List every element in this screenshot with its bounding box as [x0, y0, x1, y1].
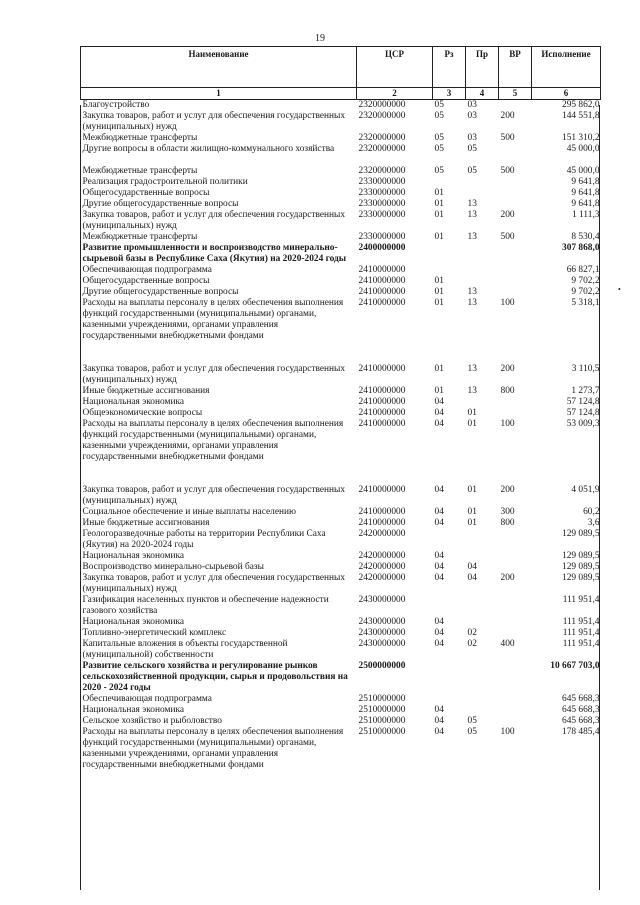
- table-cell-rz: 04: [434, 617, 444, 627]
- table-cell-amount: 129 089,5: [562, 573, 600, 583]
- table-cell-csr: 2320000000: [358, 144, 406, 154]
- table-cell-csr: 2320000000: [358, 111, 406, 121]
- table-cell-vr: [499, 617, 532, 628]
- table-cell-name: Развитие сельского хозяйства и регулирование рынков сельскохозяйственной продукции, сырья и продовольствия на 2020 - 2024 годы: [82, 661, 348, 693]
- table-cell-rz: [433, 243, 466, 265]
- table-cell-rz: 04: [434, 628, 444, 638]
- table-cell-name: Общегосударственные вопросы: [82, 276, 210, 286]
- table-row: [81, 210, 601, 232]
- table-cell-name: Национальная экономика: [82, 551, 185, 561]
- table-row: [81, 133, 601, 144]
- table-cell-pr: [466, 551, 499, 562]
- table-cell-csr: 2500000000: [358, 661, 406, 671]
- table-cell-amount: 111 951,4: [562, 595, 600, 605]
- table-cell-pr: 01: [467, 507, 477, 517]
- table-cell-vr: [499, 529, 532, 551]
- table-cell-vr: 200: [500, 573, 515, 583]
- table-cell-rz: 04: [434, 408, 444, 418]
- table-cell-amount: 57 124,8: [566, 408, 600, 418]
- column-number-row: [81, 88, 601, 100]
- table-row: [81, 177, 601, 188]
- table-cell-rz: [433, 177, 466, 188]
- table-cell-pr: 05: [467, 716, 477, 726]
- table-cell-rz: 05: [434, 166, 444, 176]
- table-cell-amount: 9 702,2: [571, 276, 600, 286]
- table-body: [81, 100, 601, 772]
- table-cell-amount: 9 641,8: [571, 188, 600, 198]
- table-row: [81, 694, 601, 705]
- table-cell-vr: 500: [500, 133, 515, 143]
- table-cell-pr: [466, 265, 499, 276]
- table-row: [81, 100, 601, 112]
- header-execution: Исполнение: [532, 47, 601, 88]
- table-cell-pr: [466, 694, 499, 705]
- blank-spacer: [81, 155, 601, 166]
- table-row: [81, 562, 601, 573]
- table-cell-csr: 2410000000: [358, 518, 406, 528]
- header-name: Наименование: [81, 47, 357, 88]
- header-pr: Пр: [466, 47, 499, 88]
- table-cell-name: Капитальные вложения в объекты государственной (муниципальной) собственности: [82, 639, 288, 660]
- table-cell-amount: 1 273,7: [571, 386, 600, 396]
- table-cell-name: Другие общегосударственные вопросы: [82, 287, 239, 297]
- table-row: [81, 276, 601, 287]
- table-cell-csr: 2510000000: [358, 694, 406, 704]
- table-cell-csr: 2330000000: [358, 210, 406, 220]
- table-row: [81, 617, 601, 628]
- table-cell-csr: 2510000000: [358, 716, 406, 726]
- table-cell-vr: [499, 595, 532, 617]
- table-cell-rz: [433, 661, 466, 694]
- table-cell-rz: 01: [434, 386, 444, 396]
- table-row: [81, 353, 601, 364]
- column-number: 1: [81, 88, 357, 100]
- table-cell-csr: 2410000000: [358, 276, 406, 286]
- table-cell-csr: 2430000000: [358, 595, 406, 605]
- table-cell-pr: 01: [467, 485, 477, 495]
- table-cell-amount: 1 111,3: [572, 210, 600, 220]
- table-cell-pr: [466, 661, 499, 694]
- table-row: [81, 474, 601, 485]
- table-cell-csr: 2420000000: [358, 551, 406, 561]
- table-cell-vr: [499, 716, 532, 727]
- table-row: [81, 232, 601, 243]
- table-cell-csr: 2410000000: [358, 364, 406, 374]
- table-cell-vr: 200: [500, 364, 515, 374]
- table-cell-vr: [499, 705, 532, 716]
- table-cell-name: Межбюджетные трансферты: [82, 232, 198, 242]
- table-cell-csr: 2330000000: [358, 199, 406, 209]
- table-row: [81, 144, 601, 155]
- table-row: [81, 188, 601, 199]
- table-cell-name: Общеэкономические вопросы: [82, 408, 203, 418]
- table-cell-pr: [466, 243, 499, 265]
- table-cell-pr: 03: [467, 100, 477, 110]
- table-cell-csr: 2410000000: [358, 397, 406, 407]
- table-cell-name: Другие общегосударственные вопросы: [82, 199, 239, 209]
- table-row: [81, 364, 601, 386]
- blank-spacer: [81, 342, 601, 353]
- table-cell-vr: 500: [500, 232, 515, 242]
- table-cell-name: Национальная экономика: [82, 705, 185, 715]
- table-cell-pr: 05: [467, 144, 477, 154]
- table-cell-name: Расходы на выплаты персоналу в целях обеспечения выполнения функций государственными (муниципальными) органами, казенными учреждениями, органами управления государственными внебюджетными фондами: [82, 298, 344, 341]
- table-cell-amount: 3 110,5: [571, 364, 600, 374]
- table-cell-pr: 13: [467, 232, 477, 242]
- table-cell-name: Сельское хозяйство и рыболовство: [82, 716, 222, 726]
- table-cell-csr: 2330000000: [358, 177, 406, 187]
- table-cell-amount: 178 485,4: [562, 727, 600, 737]
- table-cell-csr: 2510000000: [358, 705, 406, 715]
- header-csr: ЦСР: [357, 47, 433, 88]
- table-cell-rz: [433, 265, 466, 276]
- table-cell-name: Газификация населенных пунктов и обеспечение надежности газового хозяйства: [82, 595, 329, 616]
- table-cell-csr: 2320000000: [358, 100, 406, 110]
- table-cell-name: Национальная экономика: [82, 397, 185, 407]
- table-cell-vr: [499, 144, 532, 155]
- table-row: [81, 463, 601, 474]
- table-cell-vr: [499, 177, 532, 188]
- table-header-row: [81, 47, 601, 88]
- table-row: [81, 529, 601, 551]
- table-cell-csr: 2330000000: [358, 232, 406, 242]
- table-cell-pr: [466, 595, 499, 617]
- table-cell-name: Реализация градостроительной политики: [82, 177, 248, 187]
- table-cell-amount: 57 124,8: [566, 397, 600, 407]
- table-cell-csr: 2410000000: [358, 485, 406, 495]
- table-cell-name: Воспроизводство минерально-сырьевой базы: [82, 562, 264, 572]
- table-cell-pr: [466, 705, 499, 716]
- table-row: [81, 397, 601, 408]
- table-cell-amount: 129 089,5: [562, 562, 600, 572]
- table-cell-name: Закупка товаров, работ и услуг для обеспечения государственных (муниципальных) нужд: [82, 573, 346, 594]
- table-row: [81, 419, 601, 463]
- table-cell-rz: 04: [434, 419, 444, 429]
- table-cell-rz: [433, 595, 466, 617]
- table-cell-amount: 129 089,5: [562, 551, 600, 561]
- table-cell-rz: 01: [434, 232, 444, 242]
- table-cell-vr: [499, 276, 532, 287]
- table-row: [81, 628, 601, 639]
- table-cell-pr: 04: [467, 573, 477, 583]
- table-cell-rz: [433, 694, 466, 705]
- table-cell-rz: 04: [434, 507, 444, 517]
- table-cell-rz: 05: [434, 133, 444, 143]
- table-left-border: [80, 105, 81, 890]
- table-cell-vr: [499, 628, 532, 639]
- table-cell-rz: 04: [434, 716, 444, 726]
- table-cell-rz: [433, 529, 466, 551]
- table-cell-name: Закупка товаров, работ и услуг для обеспечения государственных (муниципальных) нужд: [82, 364, 346, 385]
- table-row: [81, 298, 601, 342]
- table-cell-amount: 111 951,4: [562, 628, 600, 638]
- table-cell-amount: 9 641,8: [571, 199, 600, 209]
- table-cell-amount: 645 668,3: [562, 694, 600, 704]
- table-cell-name: Иные бюджетные ассигнования: [82, 386, 210, 396]
- table-cell-csr: 2410000000: [358, 298, 406, 308]
- table-cell-name: Национальная экономика: [82, 617, 185, 627]
- table-cell-name: Закупка товаров, работ и услуг для обеспечения государственных (муниципальных) нужд: [82, 485, 346, 506]
- table-cell-rz: 01: [434, 298, 444, 308]
- table-cell-vr: 800: [500, 386, 515, 396]
- table-row: [81, 661, 601, 694]
- table-cell-csr: 2410000000: [358, 507, 406, 517]
- table-cell-rz: 01: [434, 364, 444, 374]
- table-cell-vr: [499, 100, 532, 112]
- table-cell-name: Другие вопросы в области жилищно-коммунального хозяйства: [82, 144, 335, 154]
- table-cell-rz: 04: [434, 397, 444, 407]
- table-cell-csr: 2400000000: [358, 243, 406, 253]
- table-cell-name: Геологоразведочные работы на территории Республики Саха (Якутия) на 2020-2024 годы: [82, 529, 326, 550]
- table-row: [81, 155, 601, 166]
- table-cell-amount: 151 310,2: [562, 133, 600, 143]
- table-cell-amount: 645 668,3: [562, 716, 600, 726]
- table-cell-rz: 05: [434, 100, 444, 110]
- column-number: 6: [532, 88, 601, 100]
- table-row: [81, 485, 601, 507]
- table-cell-name: Расходы на выплаты персоналу в целях обеспечения выполнения функций государственными (муниципальными) органами, казенными учреждениями, органами управления государственными внебюджетными фондами: [82, 727, 344, 770]
- table-cell-rz: 01: [434, 188, 444, 198]
- table-row: [81, 518, 601, 529]
- table-cell-amount: 66 827,1: [566, 265, 600, 275]
- table-cell-pr: 01: [467, 518, 477, 528]
- table-row: [81, 573, 601, 595]
- table-cell-amount: 45 000,0: [566, 144, 600, 154]
- table-cell-name: Обеспечивающая подпрограмма: [82, 694, 212, 704]
- table-cell-name: Закупка товаров, работ и услуг для обеспечения государственных (муниципальных) нужд: [82, 111, 346, 132]
- blank-spacer: [81, 474, 601, 485]
- table-cell-vr: [499, 408, 532, 419]
- table-cell-amount: 60,2: [583, 507, 600, 517]
- table-cell-pr: 13: [467, 287, 477, 297]
- table-cell-csr: 2430000000: [358, 639, 406, 649]
- table-cell-name: Благоустройство: [82, 100, 150, 110]
- table-cell-csr: 2410000000: [358, 419, 406, 429]
- column-number: 2: [357, 88, 433, 100]
- table-cell-vr: 300: [500, 507, 515, 517]
- table-cell-pr: 05: [467, 166, 477, 176]
- table-cell-amount: 5 318,1: [571, 298, 600, 308]
- table-cell-vr: [499, 199, 532, 210]
- table-cell-amount: 10 667 703,0: [550, 661, 600, 671]
- table-cell-amount: 111 951,4: [562, 617, 600, 627]
- table-cell-vr: [499, 397, 532, 408]
- table-cell-rz: 04: [434, 705, 444, 715]
- table-cell-csr: 2410000000: [358, 408, 406, 418]
- table-cell-rz: 04: [434, 562, 444, 572]
- table-cell-name: Закупка товаров, работ и услуг для обеспечения государственных (муниципальных) нужд: [82, 210, 346, 231]
- table-cell-vr: 100: [500, 298, 515, 308]
- table-row: [81, 639, 601, 661]
- table-cell-rz: 01: [434, 276, 444, 286]
- table-cell-name: Расходы на выплаты персоналу в целях обеспечения выполнения функций государственными (муниципальными) органами, казенными учреждениями, органами управления государственными внебюджетными фондами: [82, 419, 344, 462]
- table-cell-rz: 05: [434, 144, 444, 154]
- table-row: [81, 199, 601, 210]
- column-number: 3: [433, 88, 466, 100]
- table-row: [81, 716, 601, 727]
- table-cell-name: Обеспечивающая подпрограмма: [82, 265, 212, 275]
- table-cell-vr: 200: [500, 111, 515, 121]
- table-cell-pr: [466, 276, 499, 287]
- table-cell-amount: 8 530,4: [571, 232, 600, 242]
- column-number: 5: [499, 88, 532, 100]
- table-row: [81, 243, 601, 265]
- header-vr: ВР: [499, 47, 532, 88]
- table-row: [81, 166, 601, 177]
- table-cell-csr: 2410000000: [358, 386, 406, 396]
- table-cell-csr: 2430000000: [358, 617, 406, 627]
- table-cell-pr: 13: [467, 199, 477, 209]
- table-cell-vr: 800: [500, 518, 515, 528]
- table-cell-pr: 01: [467, 408, 477, 418]
- table-cell-vr: [499, 551, 532, 562]
- table-cell-pr: [466, 177, 499, 188]
- table-cell-amount: 9 702,2: [571, 287, 600, 297]
- table-cell-vr: 100: [500, 727, 515, 737]
- table-cell-amount: 4 051,9: [571, 485, 600, 495]
- table-cell-amount: 295 862,0: [562, 100, 600, 110]
- table-cell-vr: [499, 562, 532, 573]
- table-cell-csr: 2410000000: [358, 287, 406, 297]
- table-cell-rz: 04: [434, 485, 444, 495]
- table-cell-pr: 05: [467, 727, 477, 737]
- table-cell-amount: 144 551,8: [562, 111, 600, 121]
- header-rz: Рз: [433, 47, 466, 88]
- table-cell-vr: [499, 265, 532, 276]
- table-cell-amount: 307 868,0: [562, 243, 600, 253]
- table-row: [81, 287, 601, 298]
- table-row: [81, 386, 601, 397]
- table-cell-pr: 02: [467, 639, 477, 649]
- table-cell-amount: 9 641,8: [571, 177, 600, 187]
- table-cell-pr: 13: [467, 298, 477, 308]
- table-cell-name: Топливно-энергетический комплекс: [82, 628, 227, 638]
- table-cell-name: Социальное обеспечение и иные выплаты населению: [82, 507, 297, 517]
- table-cell-csr: 2420000000: [358, 573, 406, 583]
- table-cell-csr: 2410000000: [358, 265, 406, 275]
- table-cell-pr: [466, 617, 499, 628]
- table-cell-pr: [466, 529, 499, 551]
- table-cell-rz: 04: [434, 551, 444, 561]
- table-cell-vr: 500: [500, 166, 515, 176]
- table-cell-csr: 2510000000: [358, 727, 406, 737]
- table-cell-vr: 100: [500, 419, 515, 429]
- table-cell-pr: 04: [467, 562, 477, 572]
- table-cell-csr: 2420000000: [358, 529, 406, 539]
- table-right-border: [599, 105, 600, 890]
- table-cell-csr: 2430000000: [358, 628, 406, 638]
- table-row: [81, 408, 601, 419]
- table-cell-rz: 04: [434, 639, 444, 649]
- table-cell-csr: 2320000000: [358, 133, 406, 143]
- table-cell-rz: 01: [434, 199, 444, 209]
- page-number: 19: [315, 33, 325, 44]
- budget-execution-table: [80, 46, 601, 771]
- table-cell-pr: 13: [467, 210, 477, 220]
- table-cell-csr: 2320000000: [358, 166, 406, 176]
- table-cell-pr: 02: [467, 628, 477, 638]
- table-row: [81, 727, 601, 771]
- table-cell-amount: 129 089,5: [562, 529, 600, 539]
- table-row: [81, 342, 601, 353]
- table-row: [81, 265, 601, 276]
- table-cell-vr: 200: [500, 210, 515, 220]
- table-cell-vr: [499, 188, 532, 199]
- table-cell-name: Межбюджетные трансферты: [82, 166, 198, 176]
- table-cell-pr: [466, 397, 499, 408]
- table-cell-vr: [499, 694, 532, 705]
- table-row: [81, 595, 601, 617]
- table-row: [81, 705, 601, 716]
- table-cell-name: Иные бюджетные ассигнования: [82, 518, 210, 528]
- table-cell-amount: 645 668,3: [562, 705, 600, 715]
- table-cell-name: Общегосударственные вопросы: [82, 188, 210, 198]
- table-cell-csr: 2420000000: [358, 562, 406, 572]
- table-row: [81, 551, 601, 562]
- table-cell-pr: 13: [467, 386, 477, 396]
- table-cell-csr: 2330000000: [358, 188, 406, 198]
- table-cell-amount: 45 000,0: [566, 166, 600, 176]
- table-row: [81, 111, 601, 133]
- table-cell-pr: 13: [467, 364, 477, 374]
- table-cell-rz: 05: [434, 111, 444, 121]
- table-cell-amount: 111 951,4: [562, 639, 600, 649]
- margin-mark: •: [618, 285, 621, 294]
- column-number: 4: [466, 88, 499, 100]
- table-cell-vr: [499, 243, 532, 265]
- table-cell-rz: 04: [434, 727, 444, 737]
- table-cell-vr: [499, 661, 532, 694]
- table-cell-rz: 04: [434, 518, 444, 528]
- table-cell-name: Межбюджетные трансферты: [82, 133, 198, 143]
- table-cell-rz: 01: [434, 287, 444, 297]
- blank-spacer: [81, 353, 601, 364]
- table-cell-amount: 3,6: [587, 518, 600, 528]
- table-row: [81, 507, 601, 518]
- table-cell-name: Развитие промышленности и воспроизводство минерально-сырьевой базы в Республике Саха (Якутия) на 2020-2024 годы: [82, 243, 347, 264]
- table-cell-vr: [499, 287, 532, 298]
- table-cell-rz: 04: [434, 573, 444, 583]
- table-cell-rz: 01: [434, 210, 444, 220]
- table-cell-pr: 03: [467, 111, 477, 121]
- table-cell-amount: 53 009,3: [566, 419, 600, 429]
- table-cell-pr: 01: [467, 419, 477, 429]
- blank-spacer: [81, 463, 601, 474]
- table-cell-pr: 03: [467, 133, 477, 143]
- table-cell-vr: 200: [500, 485, 515, 495]
- table-cell-pr: [466, 188, 499, 199]
- table-cell-vr: 400: [500, 639, 515, 649]
